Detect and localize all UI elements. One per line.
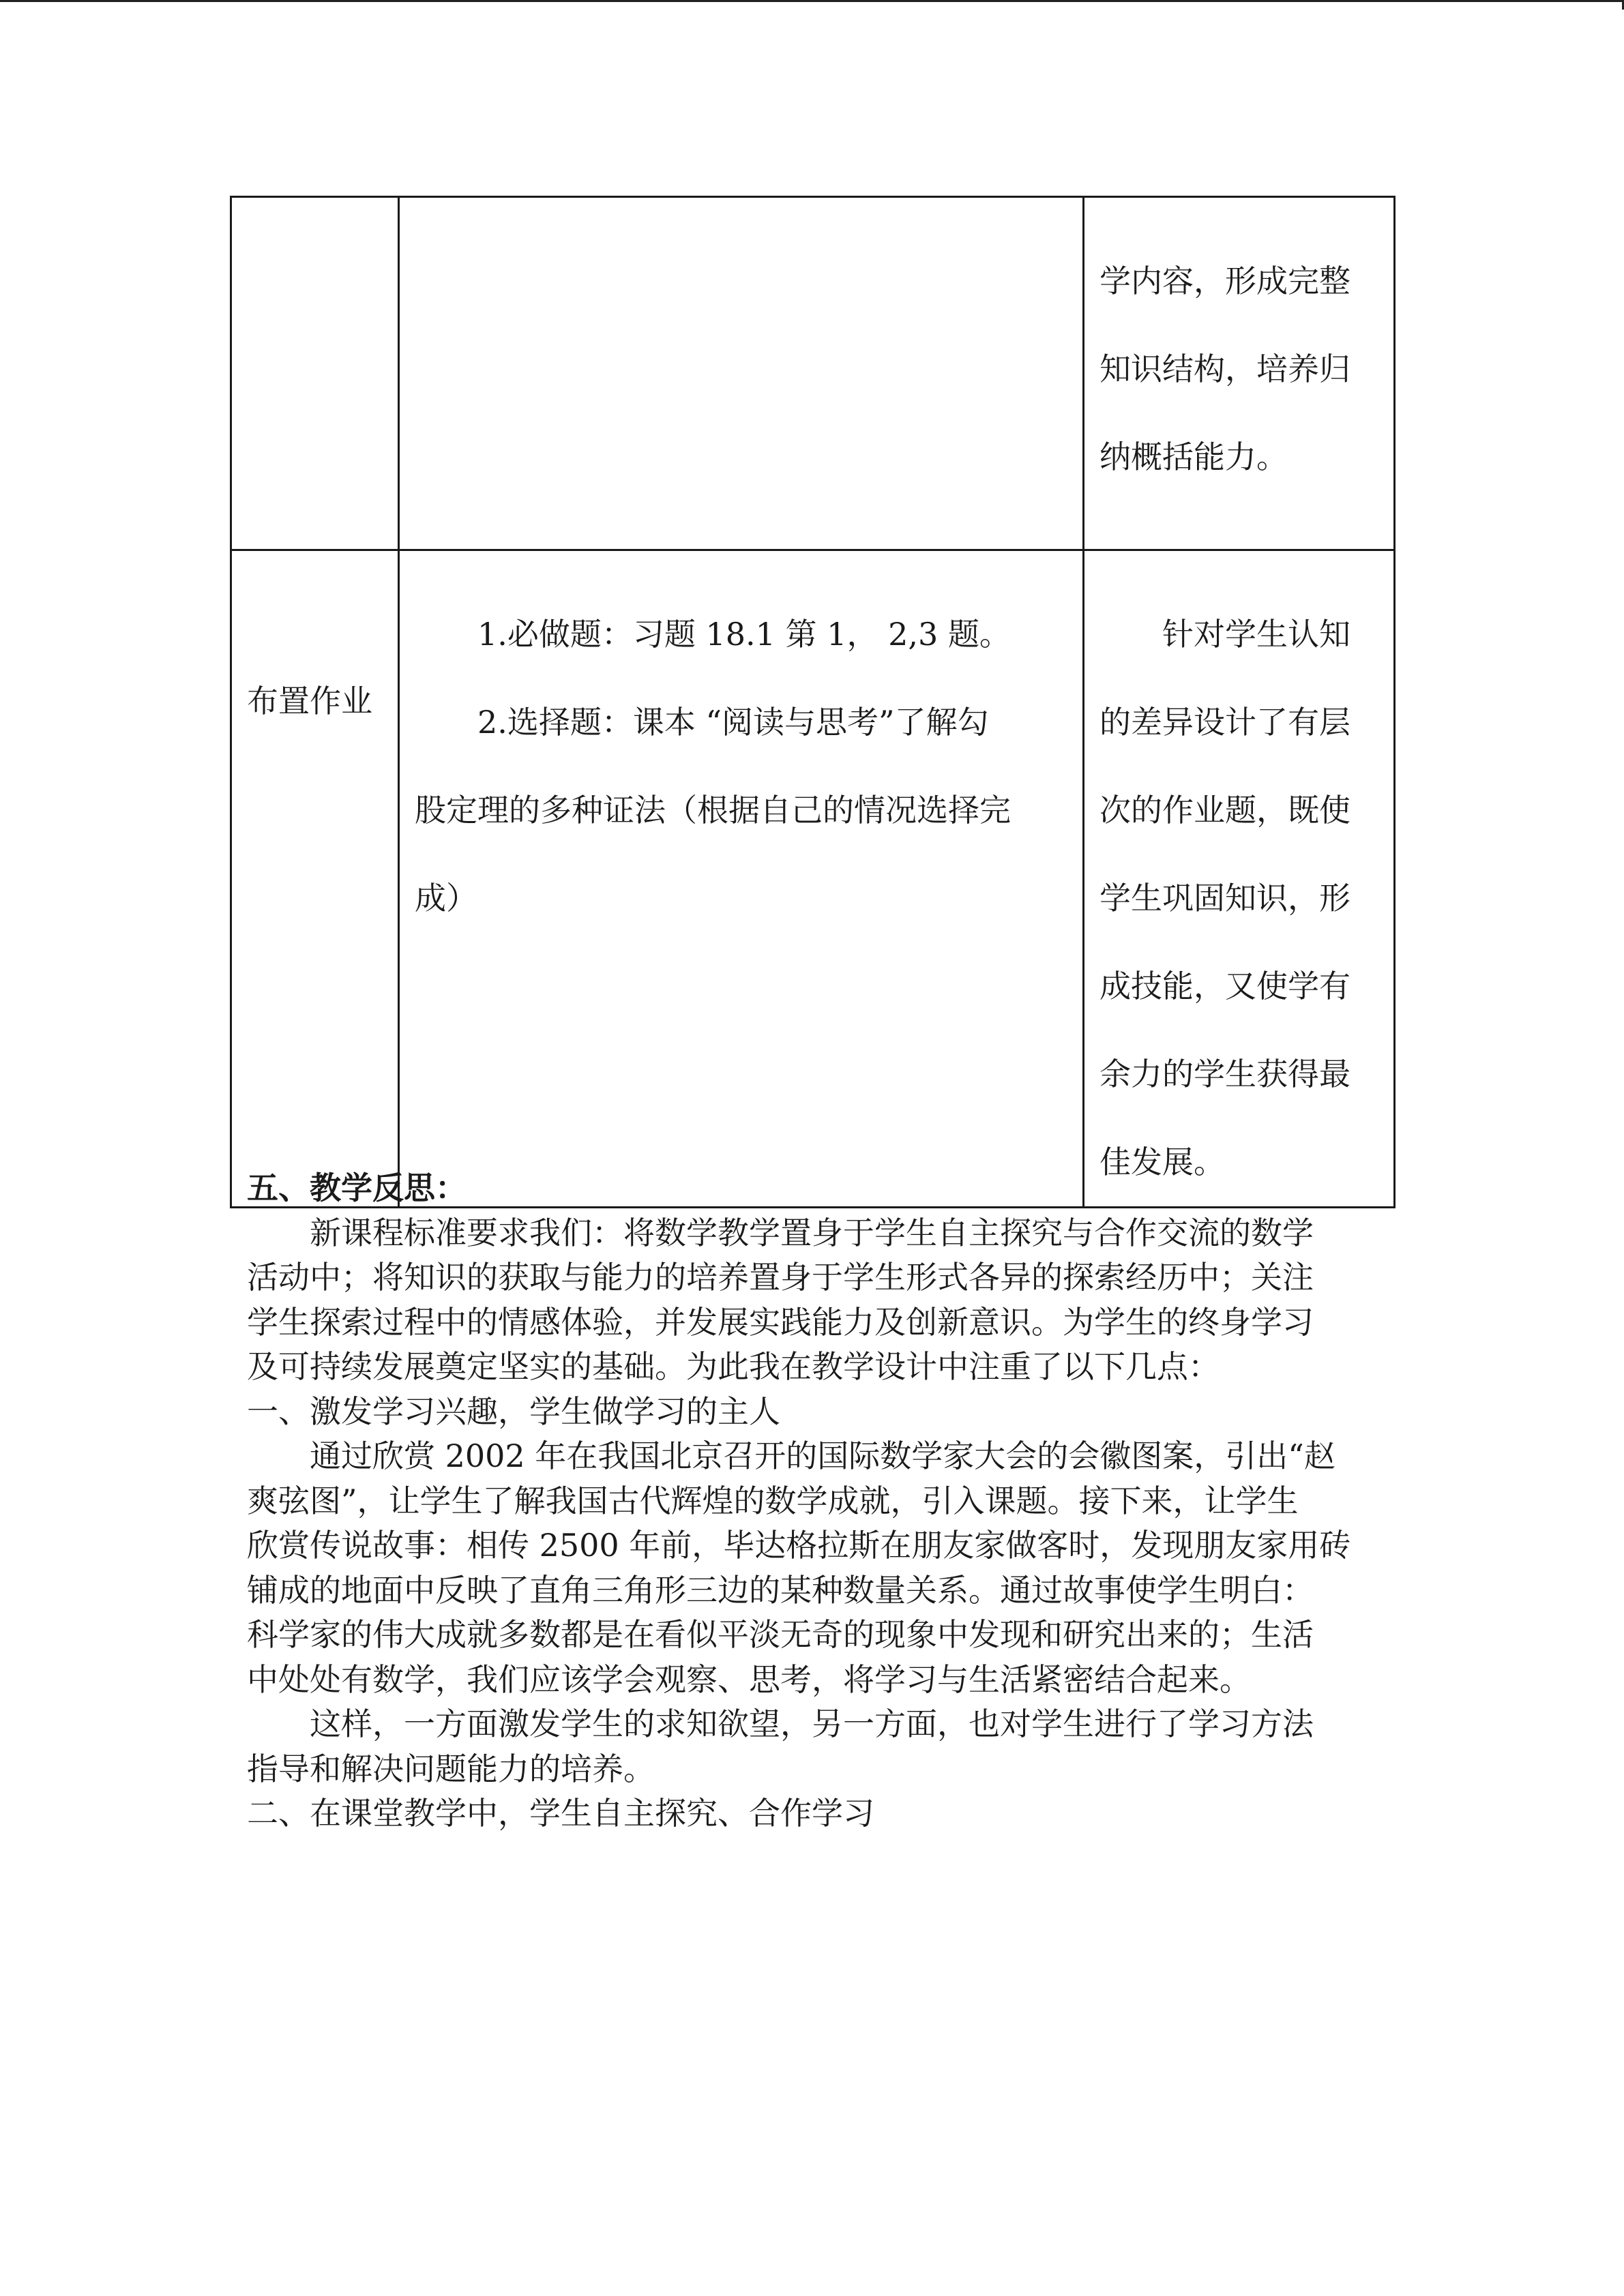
note-line: 成技能，又使学有 — [1099, 968, 1350, 1004]
homework-label: 布置作业 — [247, 683, 372, 719]
page-top-border — [0, 0, 1624, 2]
section-heading: 五、教学反思： — [247, 1169, 467, 1206]
row2-label-cell — [231, 550, 399, 1208]
row1-content — [400, 198, 1082, 237]
paragraph-line: 通过欣赏 2002 年在我国北京召开的国际数学家大会的会徽图案，引出“赵 — [310, 1437, 1335, 1474]
table-row — [231, 197, 1395, 550]
paragraph-line: 活动中；将知识的获取与能力的培养置身于学生形式各异的探索经历中；关注 — [247, 1259, 1314, 1296]
paragraph-line: 这样，一方面激发学生的求知欲望，另一方面，也对学生进行了学习方法 — [310, 1705, 1314, 1742]
paragraph-line: 学生探索过程中的情感体验，并发展实践能力及创新意识。为学生的终身学习 — [247, 1303, 1314, 1341]
note-line: 学内容，形成完整 — [1099, 263, 1350, 299]
paragraph-line: 新课程标准要求我们：将数学教学置身于学生自主探究与合作交流的数学 — [310, 1214, 1314, 1251]
note-line: 纳概括能力。 — [1099, 438, 1288, 475]
note-line: 余力的学生获得最 — [1099, 1056, 1350, 1092]
row1-note-cell — [1084, 197, 1395, 550]
row2-content-cell — [399, 550, 1084, 1208]
table-row — [231, 550, 1395, 1208]
homework-optional: 2.选择题：课本 “阅读与思考”了解勾 — [477, 704, 989, 741]
paragraph-line: 及可持续发展奠定坚实的基础。为此我在教学设计中注重了以下几点： — [247, 1348, 1220, 1385]
row1-content-cell — [399, 197, 1084, 550]
homework-content — [400, 551, 1082, 942]
note-line: 知识结构，培养归 — [1099, 351, 1350, 387]
homework-required: 1.必做题：习题 18.1 第 1， 2,3 题。 — [477, 616, 1011, 653]
subheading: 一、激发学习兴趣，学生做学习的主人 — [247, 1392, 780, 1430]
lesson-plan-table — [230, 196, 1396, 1208]
paragraph-line: 铺成的地面中反映了直角三角形三边的某种数量关系。通过故事使学生明白： — [247, 1571, 1314, 1609]
row2-note — [1084, 551, 1393, 1206]
row1-label — [232, 198, 398, 326]
paragraph-line: 科学家的伟大成就多数都是在看似平淡无奇的现象中发现和研究出来的；生活 — [247, 1616, 1314, 1653]
note-line: 次的作业题，既使 — [1099, 792, 1350, 829]
note-line: 学生巩固知识，形 — [1099, 880, 1350, 916]
paragraph-line: 欣赏传说故事：相传 2500 年前，毕达格拉斯在朋友家做客时，发现朋友家用砖 — [247, 1527, 1351, 1564]
reflection-section — [247, 1166, 1379, 1836]
paragraph-line: 爽弦图”，让学生了解我国古代辉煌的数学成就，引入课题。接下来，让学生 — [247, 1482, 1299, 1519]
row1-label-cell — [231, 197, 399, 550]
row1-note — [1084, 198, 1393, 501]
note-line: 佳发展。 — [1099, 1144, 1225, 1180]
note-line: 针对学生认知 — [1162, 616, 1350, 653]
homework-optional-end: 成） — [415, 880, 477, 916]
homework-optional-cont: 股定理的多种证法（根据自己的情况选择完 — [415, 792, 1011, 829]
row2-note-cell — [1084, 550, 1395, 1208]
subheading: 二、在课堂教学中，学生自主探究、合作学习 — [247, 1795, 874, 1832]
note-line: 的差异设计了有层 — [1099, 704, 1350, 741]
paragraph-line: 中处处有数学，我们应该学会观察、思考，将学习与生活紧密结合起来。 — [247, 1660, 1251, 1698]
paragraph-line: 指导和解决问题能力的培养。 — [247, 1750, 655, 1787]
